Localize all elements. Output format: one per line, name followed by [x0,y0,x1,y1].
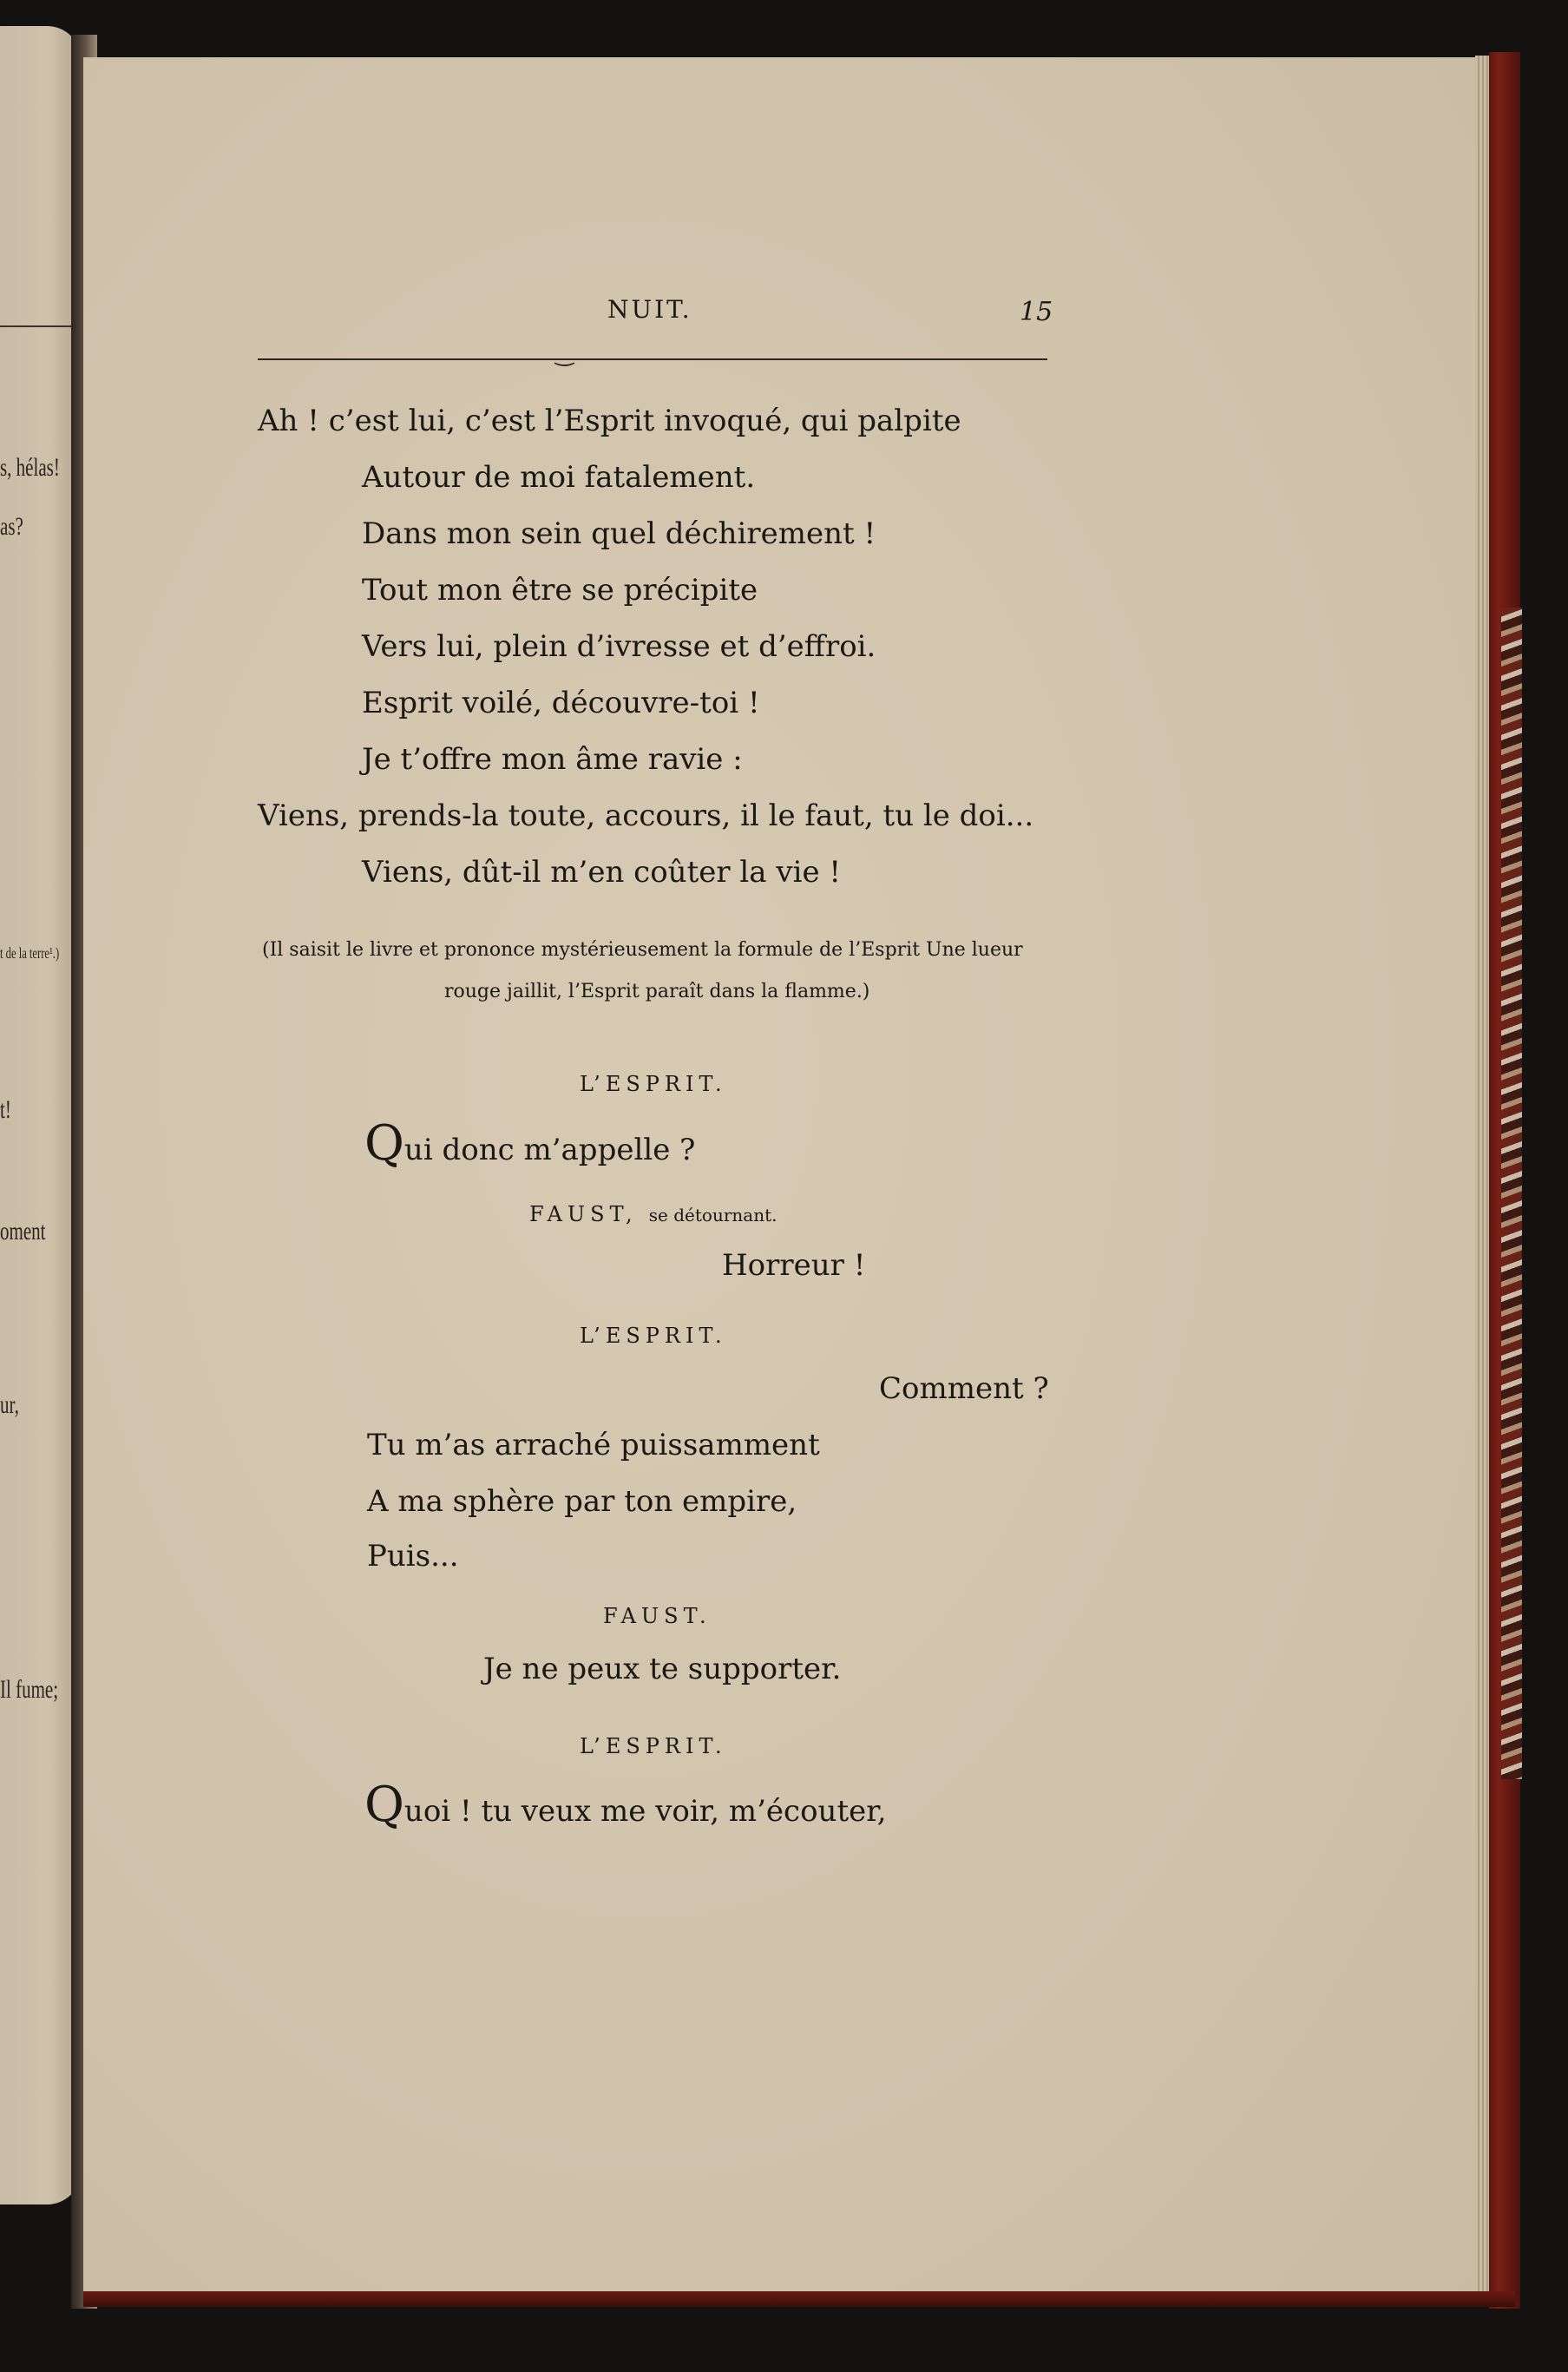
running-head: NUIT. [607,295,692,324]
drop-cap: Q [364,1777,404,1833]
previous-page-fragment: ur, [0,1390,19,1419]
dialogue-line: Puis... [367,1539,459,1574]
verse-line: Viens, dût-il m’en coûter la vie ! [362,855,842,890]
speaker-line [529,1202,777,1226]
dialogue-line: Je ne peux te supporter. [483,1652,842,1686]
book-page [83,57,1477,2305]
dialogue-text: ui donc m’appelle ? [403,1133,696,1167]
speaker-name: L’ESPRIT. [580,1734,727,1758]
previous-page-fragment: s, hélas! [0,453,60,482]
dialogue-line: A ma sphère par ton empire, [367,1484,797,1519]
previous-page-fragment: oment [0,1217,46,1245]
verse-line: Dans mon sein quel déchirement ! [362,516,876,551]
drop-cap: Q [364,1115,404,1172]
previous-page-fragment: t! [0,1095,11,1124]
speaker-name: FAUST. [603,1604,712,1628]
page-number: 15 [1020,297,1053,327]
verse-line: Vers lui, plein d’ivresse et d’effroi. [362,629,876,664]
book-cover-bottom [83,2291,1515,2307]
dialogue-line: Comment ? [879,1371,1049,1406]
ornament-icon: ‿ [555,341,574,367]
previous-page-fragment: as? [0,512,23,541]
dialogue-line: Tu m’as arraché puissamment [367,1428,820,1462]
verse-line: Autour de moi fatalement. [362,460,756,495]
dialogue-line [364,1777,887,1833]
previous-page-fragment: Il fume; [0,1675,59,1704]
stage-direction: (Il saisit le livre et prononce mystérieusement la formule de l’Esprit Une lueur [262,939,1023,961]
verse-line: Ah ! c’est lui, c’est l’Esprit invoqué, qui palpite [258,404,961,438]
marbled-endpaper [1501,608,1522,1779]
dialogue-line: Horreur ! [722,1248,866,1283]
header-rule [258,358,1047,360]
previous-page-edge [0,26,82,2204]
verse-line: Je t’offre mon âme ravie : [362,742,743,777]
speaker-name: L’ESPRIT. [580,1324,727,1348]
previous-page-fragment: t de la terre¹.) [0,944,60,962]
verse-line: Viens, prends-la toute, accours, il le faut, tu le doi... [258,798,1034,833]
stage-direction: rouge jaillit, l’Esprit paraît dans la flamme.) [444,981,870,1002]
speaker-direction: se détournant. [648,1205,777,1225]
verse-line: Tout mon être se précipite [362,573,758,608]
dialogue-line [364,1115,696,1172]
previous-page-rule [0,325,71,327]
speaker-name: L’ESPRIT. [580,1072,727,1096]
verse-line: Esprit voilé, découvre-toi ! [362,686,760,720]
dialogue-text: uoi ! tu veux me voir, m’écouter, [403,1794,887,1829]
speaker-name: FAUST, [529,1202,638,1226]
